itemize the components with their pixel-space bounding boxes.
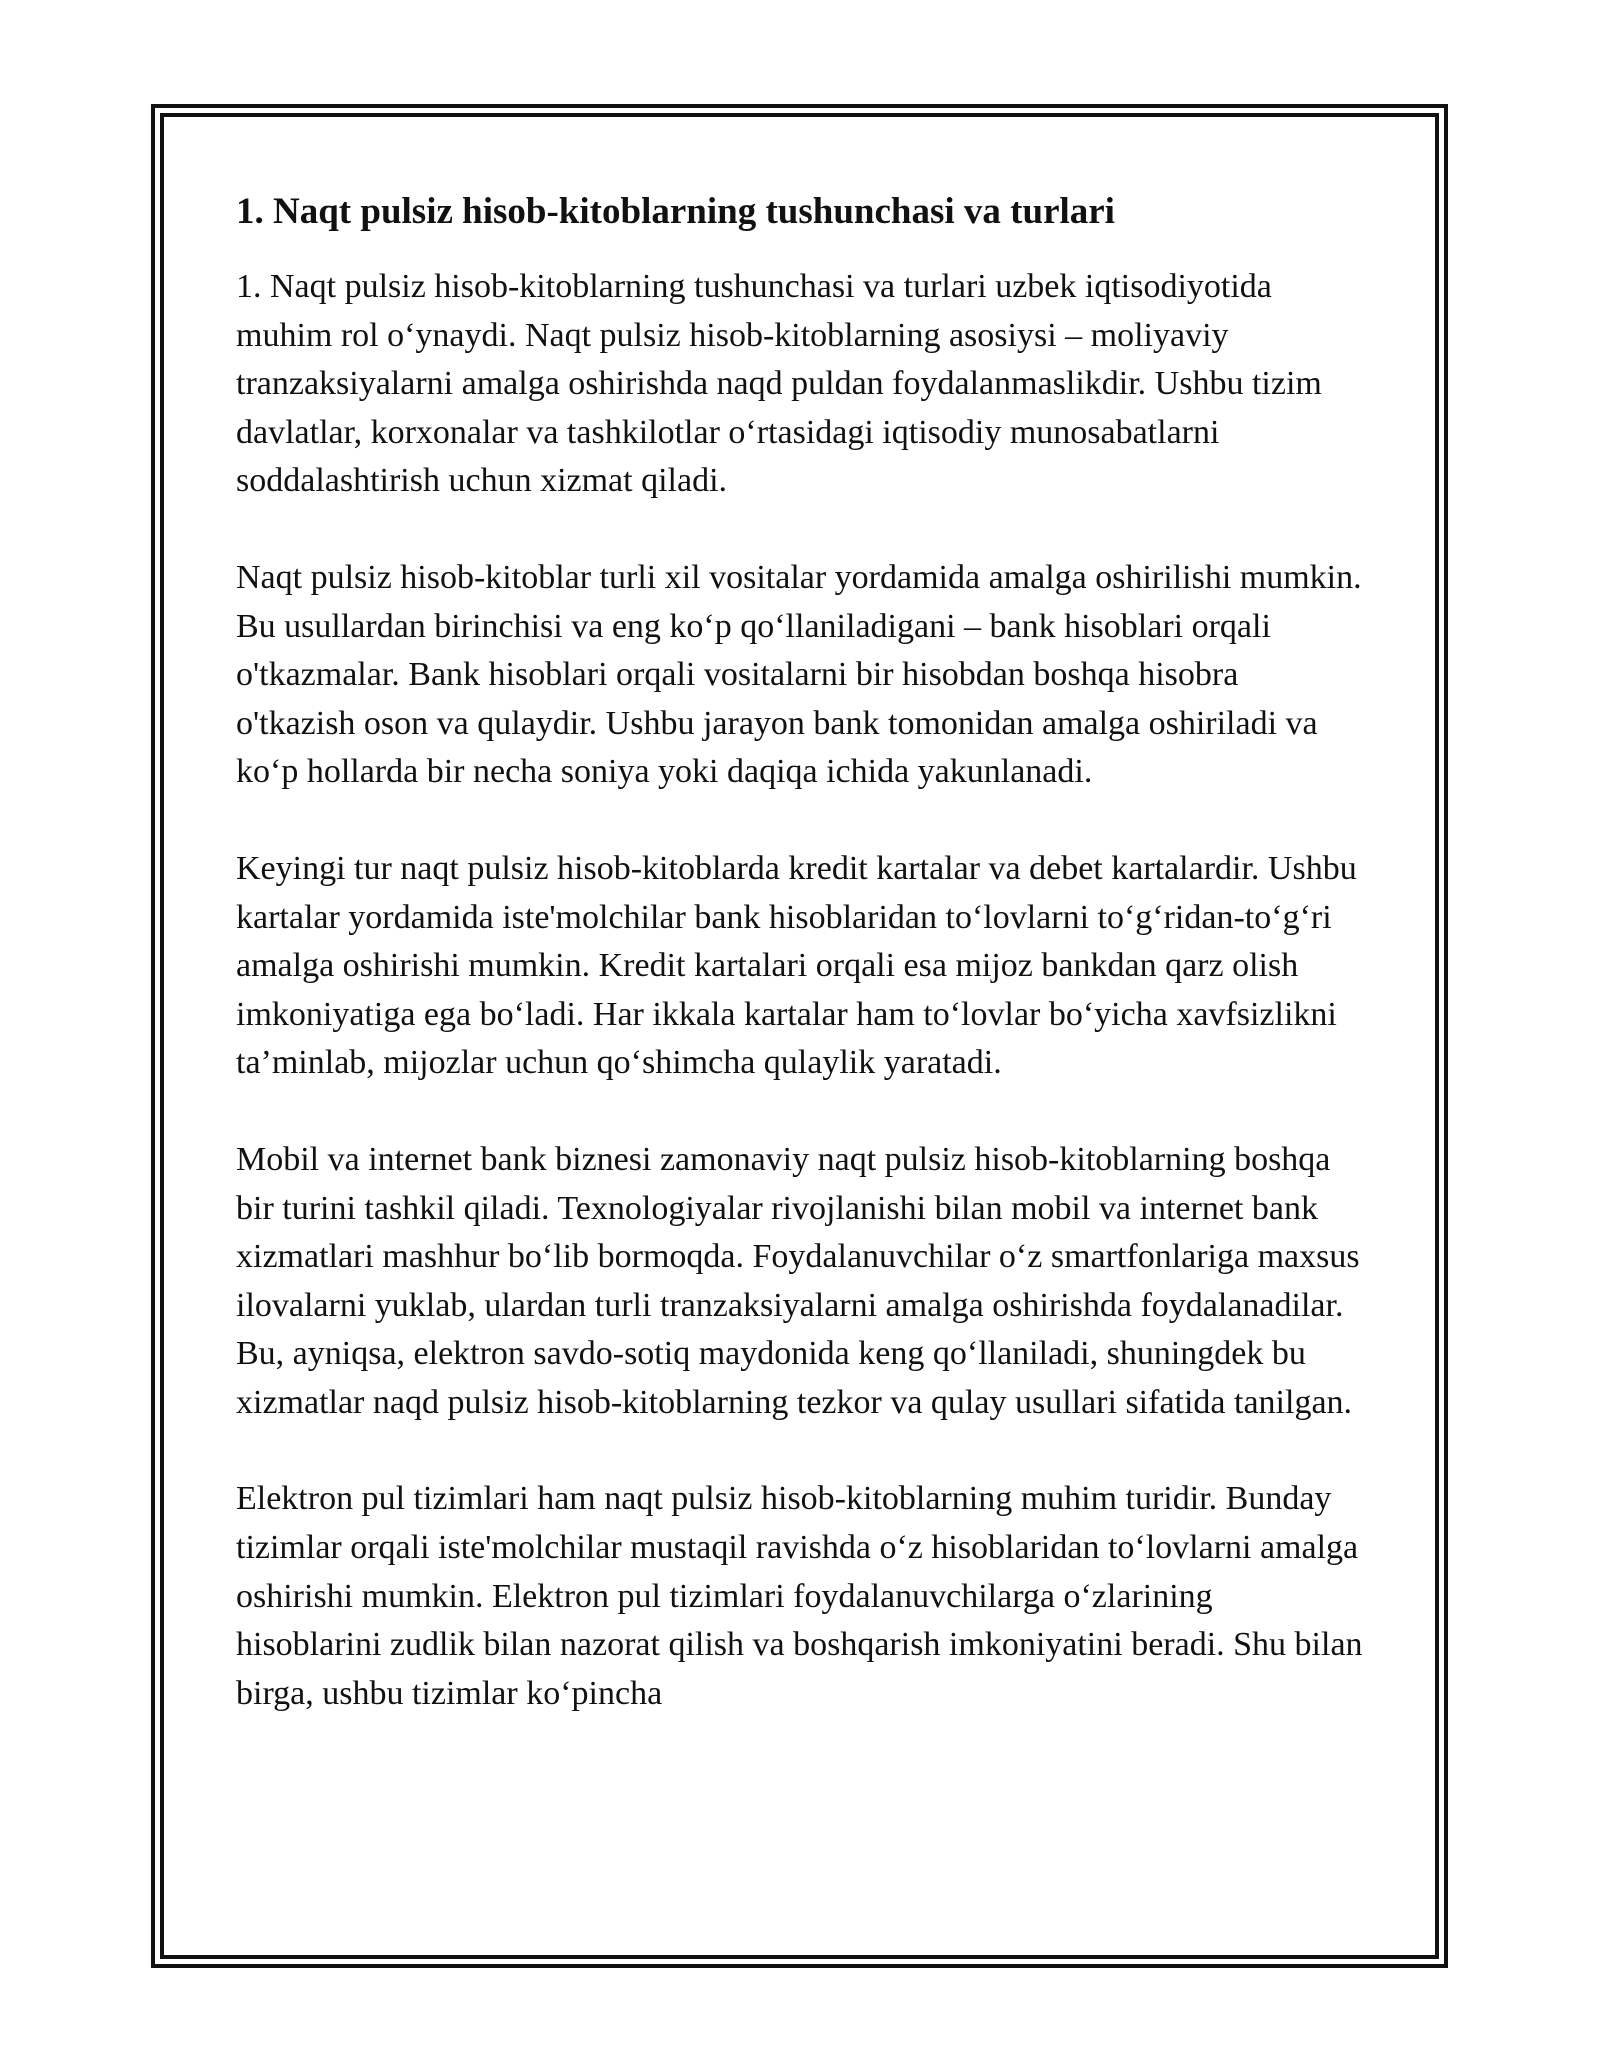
section-heading: 1. Naqt pulsiz hisob-kitoblarning tushunchasi va turlari [236,191,1115,232]
document-body [236,182,1366,1766]
paragraph-mobile-internet-banking: Mobil va internet bank biznesi zamonaviy naqt pulsiz hisob-kitoblarning boshqa bir turini tashkil qiladi. Texnologiyalar rivojlanishi bilan mobil va internet bank xizmatlari mashhur boʻlib bormoqda. Foydalanuvchilar oʻz smartfonlariga maxsus ilovalarni yuklab, ulardan turli tranzaksiyalarni amalga oshirishda foydalanadilar. Bu, ayniqsa, elektron savdo-sotiq maydonida keng qoʻllaniladi, shuningdek bu xizmatlar naqd pulsiz hisob-kitoblarning tezkor va qulay usullari sifatida tanilgan. [236,1140,1360,1421]
paragraph-electronic-money: Elektron pul tizimlari ham naqt pulsiz hisob-kitoblarning muhim turidir. Bunday tizimlar orqali iste'molchilar mustaqil ravishda oʻz hisoblaridan toʻlovlarni amalga oshirishi mumkin. Elektron pul tizimlari foydalanuvchilarga oʻzlarining hisoblarini zudlik bilan nazorat qilish va boshqarish imkoniyatini beradi. Shu bilan birga, ushbu tizimlar koʻpincha [236,1480,1363,1712]
paragraph-cards: Keyingi tur naqt pulsiz hisob-kitoblarda kredit kartalar va debet kartalardir. Ushbu kartalar yordamida iste'molchilar bank hisoblaridan toʻlovlarni toʻgʻridan-toʻgʻri amalga oshirishi mumkin. Kredit kartalari orqali esa mijoz bankdan qarz olish imkoniyatiga ega boʻladi. Har ikkala kartalar ham toʻlovlar boʻyicha xavfsizlikni ta’minlab, mijozlar uchun qoʻshimcha qulaylik yaratadi. [236,849,1357,1082]
paragraph-intro: 1. Naqt pulsiz hisob-kitoblarning tushunchasi va turlari uzbek iqtisodiyotida muhim rol oʻynaydi. Naqt pulsiz hisob-kitoblarning asosiysi – moliyaviy tranzaksiyalarni amalga oshirishda naqd puldan foydalanmaslikdir. Ushbu tizim davlatlar, korxonalar va tashkilotlar oʻrtasidagi iqtisodiy munosabatlarni soddalashtirish uchun xizmat qiladi. [236,268,1322,500]
paragraph-bank-transfers: Naqt pulsiz hisob-kitoblar turli xil vositalar yordamida amalga oshirilishi mumkin. Bu usullardan birinchisi va eng koʻp qoʻllaniladigani – bank hisoblari orqali o'tkazmalar. Bank hisoblari orqali vositalarni bir hisobdan boshqa hisobra o'tkazish oson va qulaydir. Ushbu jarayon bank tomonidan amalga oshiriladi va koʻp hollarda bir necha soniya yoki daqiqa ichida yakunlanadi. [236,558,1362,791]
